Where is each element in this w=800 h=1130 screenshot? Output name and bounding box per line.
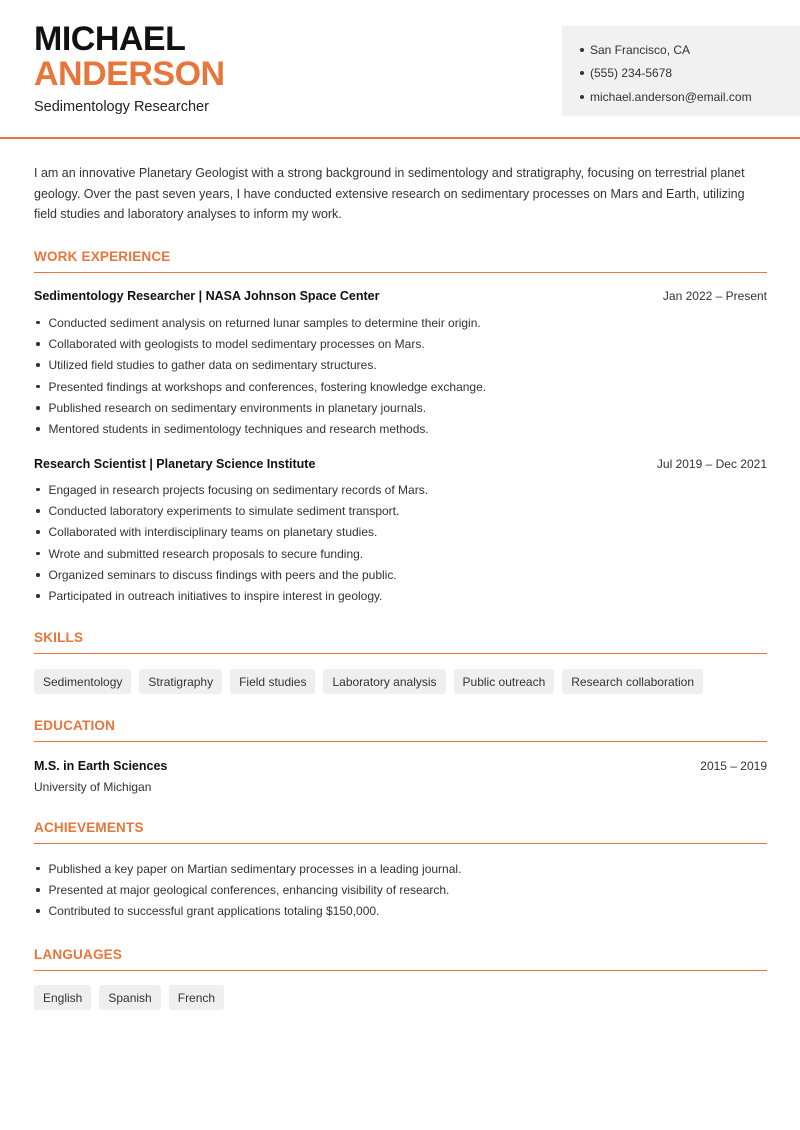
- list-item: [34, 901, 767, 922]
- bullet-text: Wrote and submitted research proposals to secure funding.: [48, 546, 364, 561]
- list-item: [34, 312, 767, 333]
- bullet-icon: [36, 385, 40, 389]
- skills-list: [34, 669, 703, 694]
- skill-chip: Laboratory analysis: [323, 669, 445, 694]
- contact-box: [562, 26, 800, 116]
- bullet-icon: [36, 321, 40, 325]
- work-experience-heading: WORK EXPERIENCE: [34, 249, 767, 273]
- list-item: [34, 500, 767, 521]
- candidate-name: [34, 22, 225, 92]
- languages-heading: LANGUAGES: [34, 947, 767, 971]
- bullet-icon: [36, 867, 40, 871]
- job-header: [34, 289, 767, 303]
- first-name: MICHAEL: [34, 20, 186, 58]
- bullet-icon: [36, 406, 40, 410]
- list-item: [34, 858, 767, 879]
- job-heading: Research Scientist | Planetary Science Institute: [34, 457, 316, 471]
- bullet-icon: [580, 48, 584, 52]
- bullet-text: Conducted sediment analysis on returned lunar samples to determine their origin.: [48, 315, 481, 330]
- bullet-icon: [36, 573, 40, 577]
- bullet-text: Participated in outreach initiatives to inspire interest in geology.: [48, 589, 383, 604]
- phone-text: (555) 234-5678: [590, 66, 673, 81]
- summary-paragraph: I am an innovative Planetary Geologist with a strong background in sedimentology and stratigraphy, focusing on terrestrial planet geology. Over the past seven years, I have conducted extensive research on sedimentary processes on Mars and Earth, utilizing field studies and laboratory analyses to inform my work.: [34, 166, 745, 222]
- skill-chip: Public outreach: [454, 669, 555, 694]
- language-chip: English: [34, 985, 91, 1010]
- bullet-icon: [36, 363, 40, 367]
- bullet-icon: [36, 594, 40, 598]
- bullet-icon: [36, 509, 40, 513]
- bullet-icon: [580, 71, 584, 75]
- list-item: [34, 479, 767, 500]
- bullet-icon: [36, 342, 40, 346]
- school-name: University of Michigan: [34, 780, 152, 794]
- job-bullets: [34, 312, 767, 440]
- bullet-icon: [36, 552, 40, 556]
- language-chip: Spanish: [99, 985, 160, 1010]
- language-chip: French: [169, 985, 224, 1010]
- list-item: [34, 879, 767, 900]
- contact-location: [580, 38, 800, 62]
- skill-chip: Research collaboration: [562, 669, 703, 694]
- bullet-icon: [36, 909, 40, 913]
- job-dates: Jul 2019 – Dec 2021: [656, 457, 767, 471]
- bullet-text: Collaborated with interdisciplinary teams on planetary studies.: [48, 525, 378, 540]
- bullet-text: Collaborated with geologists to model sedimentary processes on Mars.: [48, 336, 425, 351]
- job-heading: Sedimentology Researcher | NASA Johnson Space Center: [34, 289, 380, 303]
- list-item: [34, 376, 767, 397]
- achievements-list: [34, 858, 767, 922]
- location-text: San Francisco, CA: [590, 42, 691, 57]
- bullet-icon: [36, 427, 40, 431]
- education-header: [34, 759, 767, 773]
- list-item: [34, 585, 767, 606]
- languages-list: [34, 985, 224, 1010]
- job-bullets: [34, 479, 767, 607]
- bullet-icon: [36, 488, 40, 492]
- skill-chip: Field studies: [230, 669, 315, 694]
- list-item: [34, 355, 767, 376]
- skill-chip: Sedimentology: [34, 669, 131, 694]
- bullet-text: Presented at major geological conferences, enhancing visibility of research.: [48, 882, 450, 897]
- job-dates: Jan 2022 – Present: [662, 289, 767, 303]
- degree: M.S. in Earth Sciences: [34, 759, 168, 773]
- bullet-text: Published research on sedimentary environments in planetary journals.: [48, 400, 427, 415]
- bullet-icon: [36, 530, 40, 534]
- bullet-text: Conducted laboratory experiments to simulate sediment transport.: [48, 503, 400, 518]
- bullet-text: Presented findings at workshops and conferences, fostering knowledge exchange.: [48, 379, 487, 394]
- education-dates: 2015 – 2019: [700, 759, 767, 773]
- bullet-icon: [580, 95, 584, 99]
- list-item: [34, 564, 767, 585]
- resume-header: [0, 0, 800, 139]
- job-header: [34, 457, 767, 471]
- bullet-text: Organized seminars to discuss findings with peers and the public.: [48, 567, 397, 582]
- education-heading: EDUCATION: [34, 718, 767, 742]
- skill-chip: Stratigraphy: [139, 669, 222, 694]
- bullet-text: Engaged in research projects focusing on sedimentary records of Mars.: [48, 482, 429, 497]
- bullet-text: Utilized field studies to gather data on sedimentary structures.: [48, 358, 377, 373]
- bullet-text: Contributed to successful grant applications totaling $150,000.: [48, 904, 380, 919]
- contact-phone: [580, 62, 800, 86]
- list-item: [34, 543, 767, 564]
- list-item: [34, 522, 767, 543]
- list-item: [34, 333, 767, 354]
- bullet-icon: [36, 888, 40, 892]
- job-title: Sedimentology Researcher: [34, 99, 209, 115]
- skills-heading: SKILLS: [34, 630, 767, 654]
- contact-email: [580, 85, 800, 109]
- list-item: [34, 418, 767, 439]
- bullet-text: Mentored students in sedimentology techniques and research methods.: [48, 422, 429, 437]
- achievements-heading: ACHIEVEMENTS: [34, 820, 767, 844]
- list-item: [34, 397, 767, 418]
- bullet-text: Published a key paper on Martian sedimentary processes in a leading journal.: [48, 861, 462, 876]
- email-text: michael.anderson@email.com: [590, 89, 752, 104]
- last-name: ANDERSON: [34, 55, 225, 93]
